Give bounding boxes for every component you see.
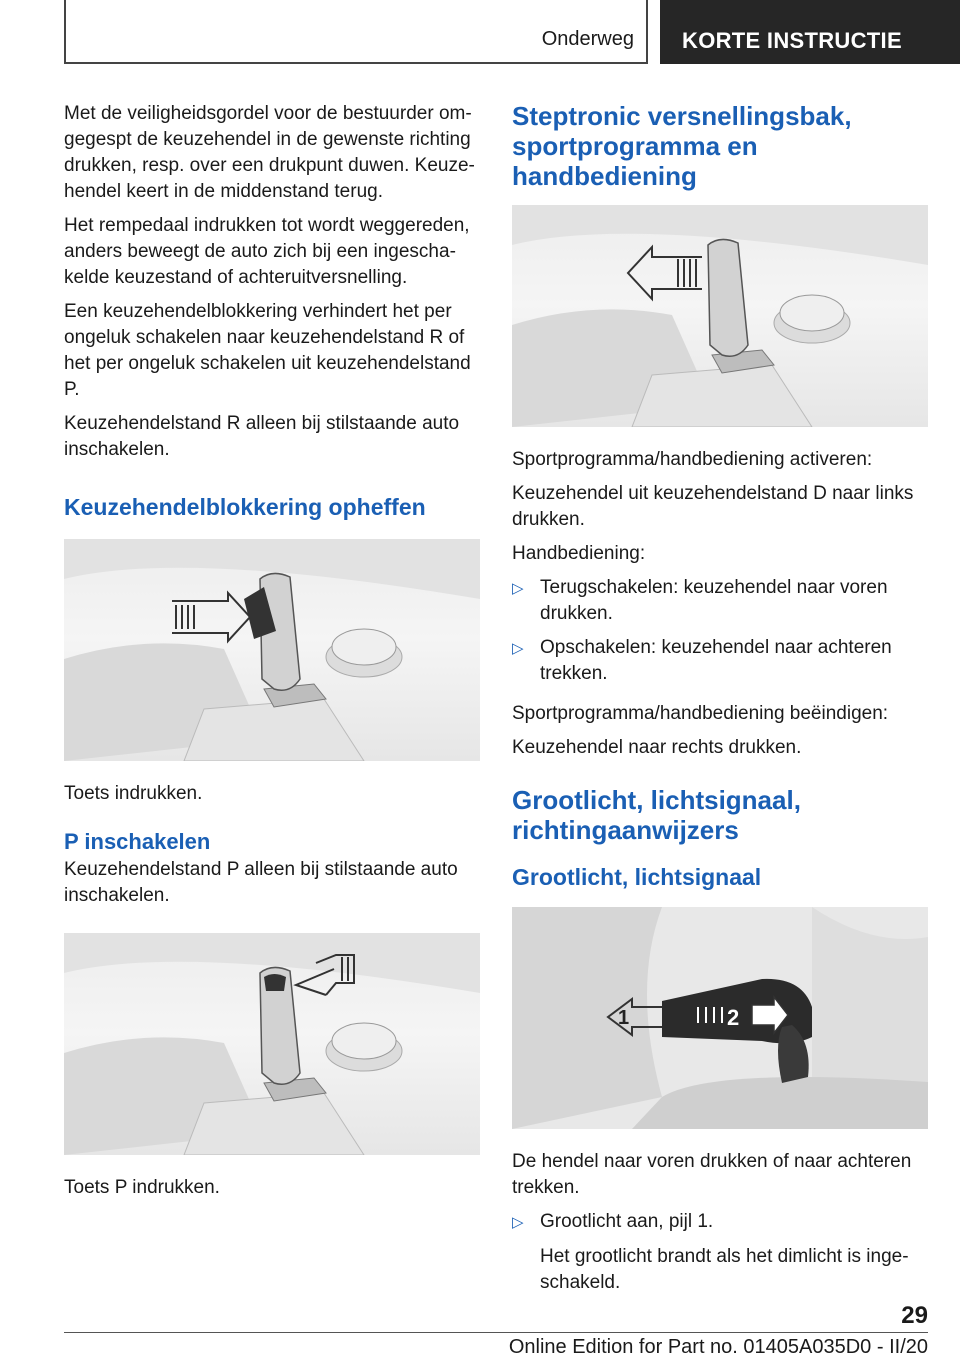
- caption: Toets P indrukken.: [64, 1177, 220, 1198]
- heading-highbeam: Grootlicht, lichtsignaal: [512, 864, 762, 890]
- right-column: [512, 101, 928, 1304]
- paragraph: Een keuzehendelblokkering verhindert het per ongeluk schakelen naar keuzehendelstand R of het per ongeluk schakelen uit keuzehendelstand P.: [64, 301, 471, 400]
- triangle-bullet-icon: ▷: [512, 1214, 524, 1231]
- paragraph: Het rempedaal indrukken tot wordt weggereden, anders beweegt de auto zich bij een ingeschakelde keuzestand of achteruitversnelling.: [64, 215, 470, 288]
- arrow-label-2: 2: [727, 1005, 740, 1030]
- paragraph: Handbediening:: [512, 543, 646, 564]
- triangle-bullet-icon: ▷: [512, 640, 524, 657]
- caption: Toets indrukken.: [64, 783, 203, 804]
- gear-selector-park-illustration: [64, 933, 480, 1155]
- paragraph: De hendel naar voren drukken of naar achteren trekken.: [512, 1151, 912, 1198]
- footer-edition: Online Edition for Part no. 01405A035D0 - II/20: [508, 1336, 928, 1358]
- heading-park: P inschakelen: [64, 829, 211, 854]
- left-column: [64, 101, 480, 1209]
- paragraph: Sportprogramma/handbediening activeren:: [512, 449, 873, 470]
- paragraph: Sportprogramma/handbediening beëindigen:: [512, 703, 889, 724]
- heading-unlock: Keuzehendelblokkering opheffen: [64, 494, 426, 520]
- heading-steptronic: Steptronic versnellingsbak, sportprogramma en handbediening: [512, 101, 852, 191]
- list-item: ▷ Terugschakelen: keuzehendel naar voren drukken.: [512, 575, 928, 627]
- paragraph: Keuzehendelstand P alleen bij stilstaande auto inschakelen.: [64, 859, 458, 906]
- page-number: 29: [901, 1302, 928, 1329]
- footer-divider: [64, 1332, 928, 1333]
- section-title: Onderweg: [541, 28, 634, 50]
- heading-lights: Grootlicht, lichtsignaal, richtingaanwijzers: [512, 785, 801, 845]
- gear-selector-unlock-illustration: [64, 539, 480, 761]
- arrow-label-1: 1: [618, 1007, 630, 1029]
- paragraph: Met de veiligheidsgordel voor de bestuurder omgegespt de keuzehendel in de gewenste richting drukken, resp. over een drukpunt duwen. Keuzehendel keert in de middenstand terug.: [64, 103, 475, 202]
- paragraph: Keuzehendel uit keuzehendelstand D naar links drukken.: [512, 483, 914, 530]
- paragraph: Het grootlicht brandt als het dimlicht is ingeschakeld.: [540, 1246, 909, 1293]
- paragraph: Keuzehendel naar rechts drukken.: [512, 737, 802, 758]
- list-item: ▷ Grootlicht aan, pijl 1.: [512, 1209, 928, 1236]
- chapter-tab[interactable]: KORTE INSTRUCTIE: [660, 0, 960, 64]
- list-item: ▷ Opschakelen: keuzehendel naar achteren trekken.: [512, 635, 928, 687]
- paragraph: Keuzehendelstand R alleen bij stilstaande auto inschakelen.: [64, 413, 460, 460]
- steptronic-lever-illustration: [512, 205, 928, 427]
- light-lever-illustration: [512, 907, 928, 1129]
- triangle-bullet-icon: ▷: [512, 580, 524, 597]
